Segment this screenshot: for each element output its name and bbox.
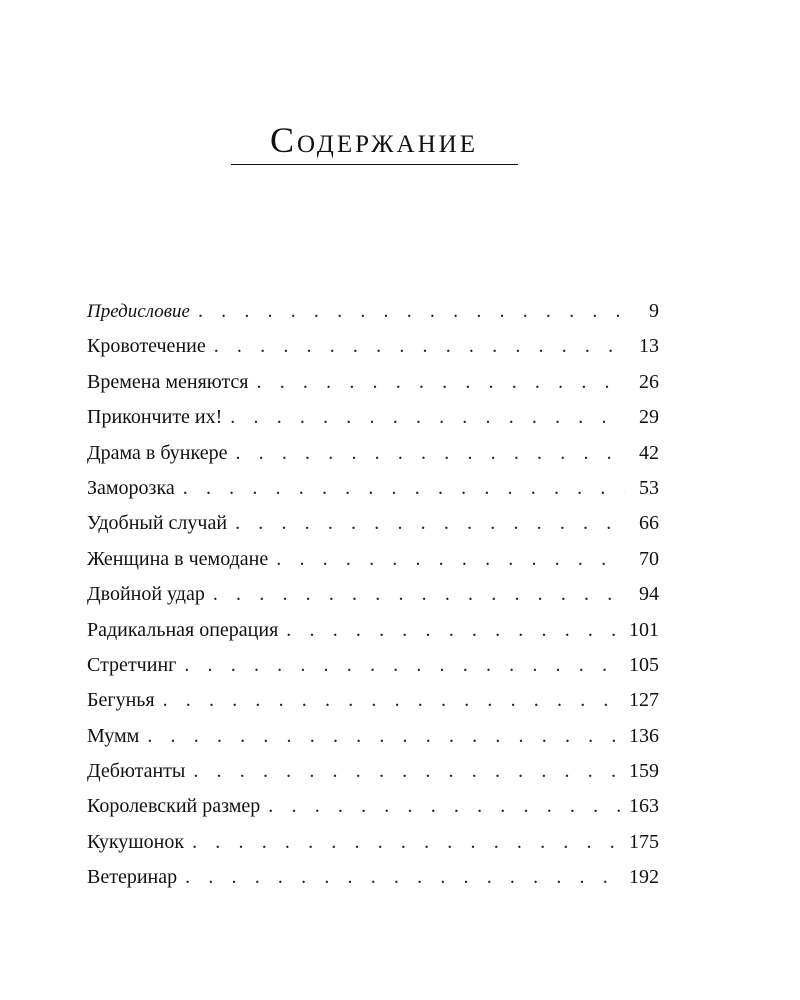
toc-entry <box>87 294 659 329</box>
dot-leader <box>198 294 625 329</box>
toc-entry <box>87 789 659 824</box>
toc-entry <box>87 860 659 895</box>
toc-entry-page-number: 70 <box>639 547 659 570</box>
toc-entry <box>87 506 659 541</box>
toc-entry <box>87 365 659 400</box>
toc-entry <box>87 329 659 364</box>
toc-entry-title: Женщина в чемодане <box>87 547 269 570</box>
toc-entry-title: Дебютанты <box>87 760 186 783</box>
toc-entry-page-number: 175 <box>629 830 659 853</box>
dot-leader <box>276 542 625 577</box>
toc-entry-page-number: 9 <box>649 300 659 322</box>
dot-leader <box>235 436 625 471</box>
title-underline <box>231 164 518 165</box>
dot-leader <box>213 577 625 612</box>
toc-entry <box>87 719 659 754</box>
toc-entry-title: Ветеринар <box>87 866 178 889</box>
toc-entry <box>87 400 659 435</box>
toc-entry-title: Бегунья <box>87 689 155 712</box>
table-of-contents <box>87 294 659 896</box>
toc-entry-page-number: 127 <box>629 689 659 712</box>
dot-leader <box>147 719 625 754</box>
toc-entry-title: Прикончите их! <box>87 406 223 429</box>
toc-entry-page-number: 66 <box>639 512 659 535</box>
dot-leader <box>230 400 625 435</box>
toc-entry <box>87 613 659 648</box>
toc-entry-title: Кровотечение <box>87 335 206 358</box>
page-title: Содержание <box>269 120 478 160</box>
toc-entry-title: Драма в бункере <box>87 441 228 464</box>
toc-entry-title: Предисловие <box>87 301 190 322</box>
toc-entry-page-number: 101 <box>629 618 659 641</box>
toc-entry <box>87 577 659 612</box>
toc-entry-title: Двойной удар <box>87 583 205 606</box>
toc-entry-page-number: 26 <box>639 370 659 393</box>
dot-leader <box>214 329 625 364</box>
toc-entry-page-number: 163 <box>629 795 659 818</box>
dot-leader <box>163 683 625 718</box>
toc-entry-title: Королевский размер <box>87 795 261 818</box>
dot-leader <box>185 860 625 895</box>
toc-entry-title: Радикальная операция <box>87 618 279 641</box>
toc-entry-page-number: 105 <box>629 653 659 676</box>
toc-entry-page-number: 94 <box>639 583 659 606</box>
dot-leader <box>184 648 625 683</box>
toc-entry-title: Стретчинг <box>87 653 177 676</box>
dot-leader <box>257 365 625 400</box>
toc-entry-title: Кукушонок <box>87 830 185 853</box>
toc-entry <box>87 436 659 471</box>
toc-entry-page-number: 159 <box>629 760 659 783</box>
toc-entry <box>87 542 659 577</box>
toc-entry-title: Удобный случай <box>87 512 228 535</box>
dot-leader <box>286 613 625 648</box>
toc-entry-title: Мумм <box>87 724 140 747</box>
toc-entry <box>87 825 659 860</box>
dot-leader <box>268 789 625 824</box>
toc-entry-page-number: 53 <box>639 476 659 499</box>
toc-entry-page-number: 29 <box>639 406 659 429</box>
toc-entry-page-number: 136 <box>629 724 659 747</box>
toc-entry-page-number: 192 <box>629 866 659 889</box>
toc-entry-title: Заморозка <box>87 476 175 499</box>
toc-entry-page-number: 42 <box>639 441 659 464</box>
toc-entry-title: Времена меняются <box>87 370 249 393</box>
dot-leader <box>192 825 625 860</box>
toc-entry-page-number: 13 <box>639 335 659 358</box>
dot-leader <box>235 506 625 541</box>
dot-leader <box>183 471 625 506</box>
toc-entry <box>87 471 659 506</box>
toc-entry <box>87 683 659 718</box>
dot-leader <box>193 754 625 789</box>
toc-entry <box>87 648 659 683</box>
toc-entry <box>87 754 659 789</box>
